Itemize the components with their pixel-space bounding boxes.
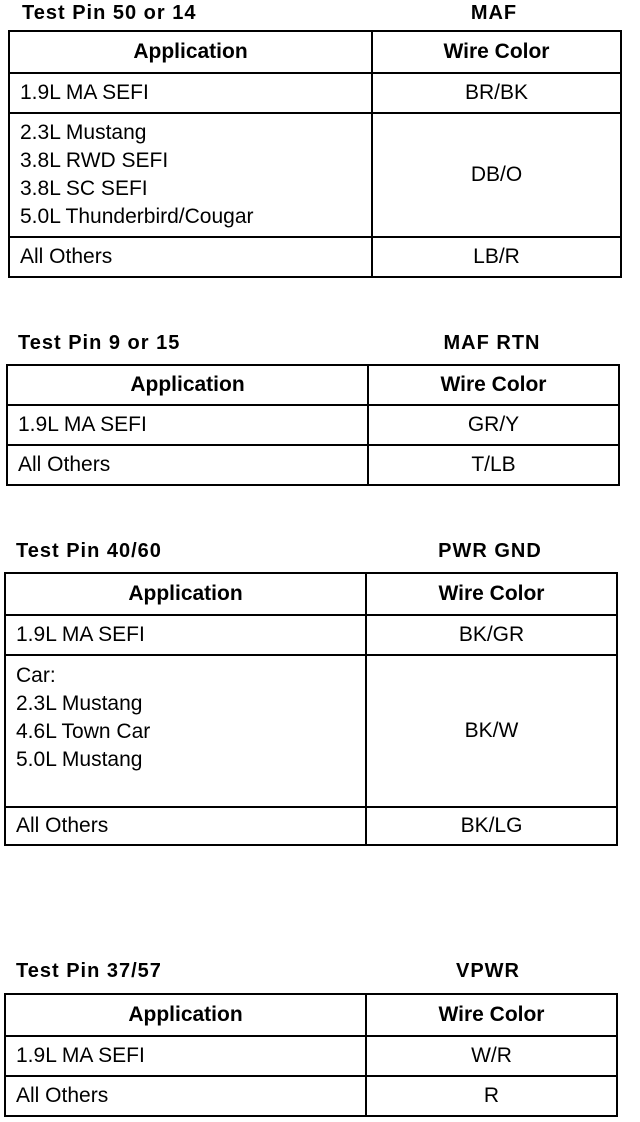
application-header: Application	[5, 573, 366, 615]
wire-color-cell: GR/Y	[368, 405, 619, 445]
wire-color-cell: T/LB	[368, 445, 619, 485]
application-cell	[7, 405, 368, 445]
wire-color-header: Wire Color	[372, 31, 621, 73]
application-line: All Others	[16, 814, 109, 837]
wire-color-table	[4, 572, 618, 846]
application-cell	[5, 615, 366, 655]
application-line: 5.0L Thunderbird/Cougar	[20, 205, 254, 228]
table-row	[9, 73, 621, 113]
table-row	[7, 445, 619, 485]
application-line: All Others	[16, 1084, 109, 1107]
test-pin-label: Test Pin 9 or 15	[18, 332, 181, 354]
application-header: Application	[9, 31, 372, 73]
pin-section-maf-rtn	[4, 332, 620, 492]
application-cell	[5, 807, 366, 845]
wire-color-table	[4, 993, 618, 1117]
wire-color-cell: BK/LG	[366, 807, 617, 845]
test-pin-label: Test Pin 37/57	[16, 960, 162, 982]
wire-color-table	[8, 30, 622, 278]
application-header: Application	[7, 365, 368, 405]
application-line: Car:	[16, 664, 56, 687]
application-line: 5.0L Mustang	[16, 748, 143, 771]
application-line: 4.6L Town Car	[16, 720, 151, 743]
table-row	[5, 1036, 617, 1076]
wire-color-cell: BK/GR	[366, 615, 617, 655]
application-line: 1.9L MA SEFI	[20, 81, 149, 104]
application-line: 1.9L MA SEFI	[18, 413, 147, 436]
application-line: 2.3L Mustang	[16, 692, 143, 715]
table-header-row	[5, 573, 617, 615]
wire-color-cell: R	[366, 1076, 617, 1116]
test-pin-label: Test Pin 40/60	[16, 540, 162, 562]
application-cell	[9, 73, 372, 113]
table-header-row	[9, 31, 621, 73]
application-line: All Others	[18, 453, 111, 476]
application-line: 3.8L RWD SEFI	[20, 149, 169, 172]
table-row	[5, 615, 617, 655]
pin-section-vpwr	[2, 960, 620, 1120]
signal-name: VPWR	[456, 960, 520, 982]
application-cell	[5, 1076, 366, 1116]
signal-name: MAF	[470, 2, 518, 24]
table-row	[5, 807, 617, 845]
table-row	[7, 405, 619, 445]
table-row	[5, 1076, 617, 1116]
pin-section-pwr-gnd	[2, 540, 620, 855]
wire-color-header: Wire Color	[368, 365, 619, 405]
wire-color-cell: LB/R	[372, 237, 621, 277]
application-line: 2.3L Mustang	[20, 121, 147, 144]
wire-color-header: Wire Color	[366, 994, 617, 1036]
wire-color-cell: BK/W	[366, 655, 617, 807]
table-row	[9, 113, 621, 237]
wire-color-cell: W/R	[366, 1036, 617, 1076]
wire-color-cell: DB/O	[372, 113, 621, 237]
application-header: Application	[5, 994, 366, 1036]
table-header-row	[7, 365, 619, 405]
application-line: 3.8L SC SEFI	[20, 177, 148, 200]
application-cell	[7, 445, 368, 485]
test-pin-label: Test Pin 50 or 14	[22, 2, 197, 24]
application-cell	[5, 1036, 366, 1076]
application-cell	[9, 237, 372, 277]
signal-name: PWR GND	[438, 540, 542, 562]
wire-color-table	[6, 364, 620, 486]
table-row	[9, 237, 621, 277]
signal-name: MAF RTN	[443, 332, 541, 354]
application-cell	[5, 655, 366, 807]
application-line: All Others	[20, 245, 113, 268]
table-row	[5, 655, 617, 807]
wire-color-header: Wire Color	[366, 573, 617, 615]
application-line: 1.9L MA SEFI	[16, 1044, 145, 1067]
application-line: 1.9L MA SEFI	[16, 623, 145, 646]
wire-color-cell: BR/BK	[372, 73, 621, 113]
pin-section-maf	[6, 0, 622, 285]
table-header-row	[5, 994, 617, 1036]
application-cell	[9, 113, 372, 237]
